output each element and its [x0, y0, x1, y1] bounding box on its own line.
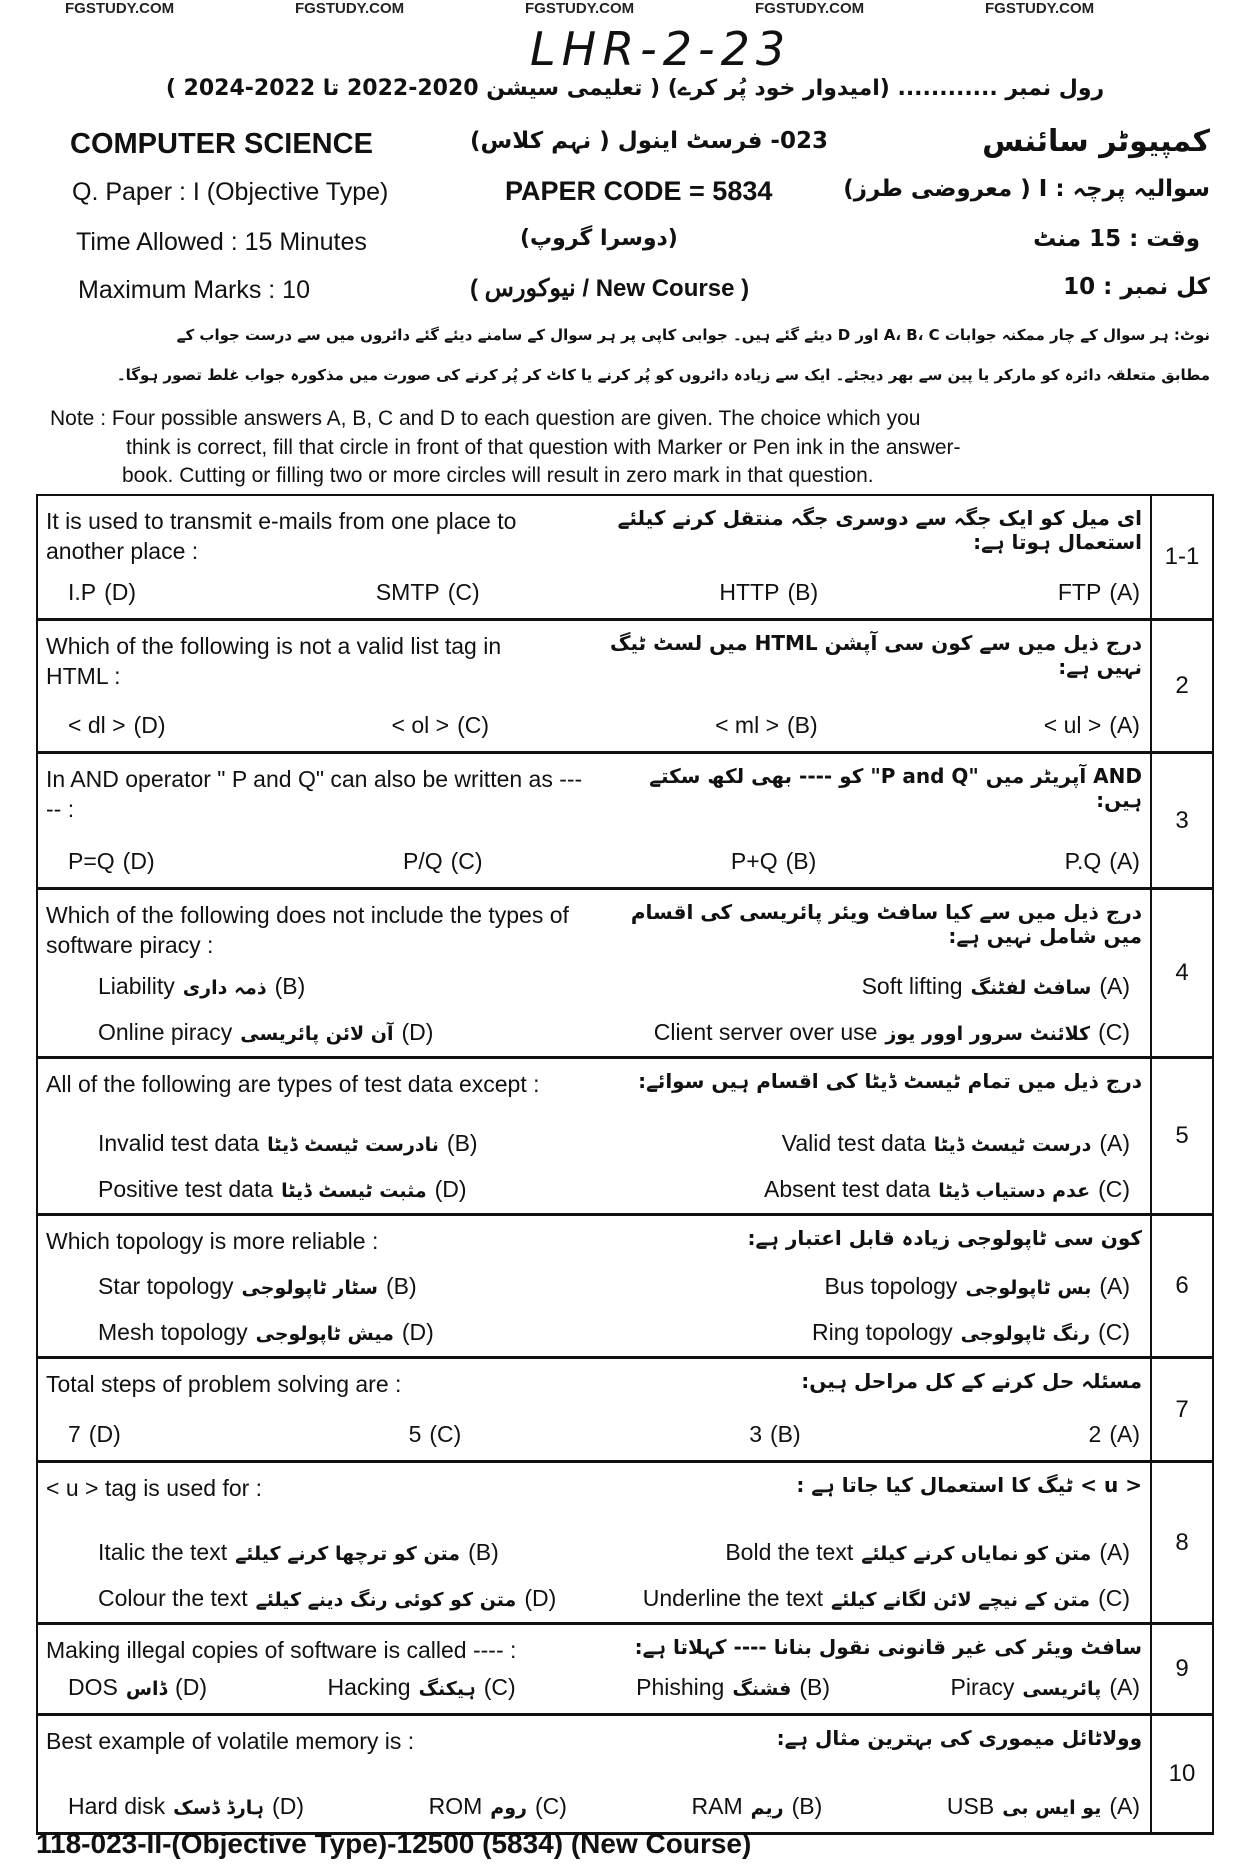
option-text: Client server over use: [653, 1019, 878, 1045]
option-text: Liability: [98, 973, 175, 999]
question-row: [38, 496, 1212, 621]
subject-center: 023- فرسٹ اینول ( نہم کلاس): [470, 128, 828, 154]
options-line: [98, 1130, 1130, 1157]
option-label: (D): [175, 1674, 207, 1700]
option-text-urdu: متن کو نمایاں کرنے کیلئے: [861, 1543, 1092, 1565]
option-b[interactable]: [749, 1421, 800, 1448]
option-label: (A): [1109, 579, 1140, 605]
option-label: (A): [1109, 712, 1140, 738]
option-text-urdu: مثبت ٹیسٹ ڈیٹا: [281, 1180, 427, 1202]
question-line: [46, 1226, 1142, 1256]
question-text-english: Total steps of problem solving are :: [46, 1371, 402, 1397]
option-text: P=Q: [68, 848, 115, 874]
option-d[interactable]: [98, 1585, 556, 1612]
option-label: (D): [401, 1019, 434, 1045]
course-label: ( نیوکورس / New Course ): [470, 275, 750, 302]
option-c[interactable]: [409, 1421, 462, 1448]
option-text: RAM: [691, 1793, 743, 1819]
question-content: [38, 1625, 1150, 1713]
watermark: FGSTUDY.COM: [755, 0, 865, 17]
option-label: (D): [104, 579, 137, 605]
option-d[interactable]: [98, 1176, 467, 1203]
option-b[interactable]: [719, 579, 818, 606]
option-text: Colour the text: [98, 1585, 248, 1611]
question-row: [38, 1463, 1212, 1625]
option-text-urdu: متن کو ترچھا کرنے کیلئے: [235, 1543, 461, 1565]
subject-english: COMPUTER SCIENCE: [70, 128, 373, 160]
option-text-urdu: ڈاس: [125, 1678, 168, 1700]
option-d[interactable]: [68, 1421, 121, 1448]
option-text: < ol >: [391, 712, 450, 738]
question-row: [38, 754, 1212, 890]
option-text-urdu: سٹار ٹاپولوجی: [241, 1277, 378, 1299]
option-label: (B): [799, 1674, 831, 1700]
option-text-urdu: آن لائن پائریسی: [240, 1023, 394, 1045]
option-text: DOS: [68, 1674, 118, 1700]
question-number: 4: [1150, 890, 1212, 1056]
question-number: 3: [1150, 754, 1212, 887]
option-label: (B): [446, 1130, 478, 1156]
option-label: (C): [483, 1674, 516, 1700]
question-number: 10: [1150, 1716, 1212, 1832]
option-text-urdu: سافٹ لفٹنگ: [970, 977, 1092, 999]
option-text: Valid test data: [781, 1130, 926, 1156]
question-line: [46, 1069, 1142, 1099]
watermark: FGSTUDY.COM: [295, 0, 405, 17]
question-line: [46, 764, 1142, 824]
question-row: [38, 1625, 1212, 1716]
option-label: (C): [1098, 1585, 1130, 1611]
options-line: [68, 1421, 1140, 1448]
option-text: SMTP: [375, 579, 440, 605]
option-label: (A): [1109, 1793, 1140, 1819]
option-a[interactable]: [862, 973, 1130, 1000]
option-text: Phishing: [636, 1674, 725, 1700]
option-d[interactable]: [68, 1674, 207, 1701]
options-line: [68, 579, 1140, 606]
option-label: (B): [769, 1421, 801, 1447]
question-row: [38, 1716, 1212, 1835]
option-label: (C): [1098, 1176, 1130, 1202]
option-text: Bus topology: [824, 1273, 958, 1299]
subject-urdu: کمپیوٹر سائنس: [982, 124, 1210, 159]
option-text: Italic the text: [98, 1539, 228, 1565]
option-c[interactable]: [327, 1674, 515, 1701]
option-label: (C): [534, 1793, 567, 1819]
question-text-urdu: سافٹ ویئر کی غیر قانونی نقول بنانا ---- کہلاتا ہے:: [634, 1635, 1142, 1659]
note-urdu-line-2: مطابق متعلقہ دائرہ کو مارکر یا پین سے بھر دیجئے۔ ایک سے زیادہ دائروں کو پُر کرنے یا کاٹ کر پُر کرنے کی صورت میں مذکورہ جواب غلط تصور ہوگا۔: [116, 366, 1210, 384]
watermark: FGSTUDY.COM: [525, 0, 635, 17]
question-number: 8: [1150, 1463, 1212, 1622]
option-text: P/Q: [402, 848, 443, 874]
option-d[interactable]: [68, 579, 136, 606]
time-allowed: Time Allowed : 15 Minutes: [76, 228, 367, 256]
option-text: 3: [749, 1421, 762, 1447]
option-text: Online piracy: [98, 1019, 233, 1045]
footer-code: 118-023-II-(Objective Type)-12500 (5834) (New Course): [36, 1828, 752, 1859]
option-text: Invalid test data: [98, 1130, 260, 1156]
note-english-line-3: book. Cutting or filling two or more circles will result in zero mark in that question.: [122, 464, 874, 487]
question-number: 1-1: [1150, 496, 1212, 618]
question-text-english: Which of the following is not a valid list tag in HTML :: [46, 633, 502, 689]
option-label: (D): [434, 1176, 467, 1202]
option-c[interactable]: [654, 1019, 1130, 1046]
question-text-english: Which of the following does not include the types of software piracy :: [46, 902, 569, 958]
option-label: (A): [1109, 848, 1140, 874]
option-text: FTP: [1057, 579, 1102, 605]
group-label: (دوسرا گروپ): [520, 226, 678, 251]
option-d[interactable]: [98, 1019, 433, 1046]
question-number: 7: [1150, 1359, 1212, 1460]
option-text-urdu: ہارڈ ڈسک: [173, 1797, 265, 1819]
questions-table: [36, 494, 1214, 1835]
option-text-urdu: میش ٹاپولوجی: [255, 1323, 394, 1345]
question-row: [38, 1059, 1212, 1216]
option-text-urdu: ریم: [750, 1797, 784, 1819]
question-number: 5: [1150, 1059, 1212, 1213]
question-text-urdu: درج ذیل میں سے کیا سافٹ ویئر پائریسی کی اقسام میں شامل نہیں ہے:: [630, 900, 1142, 948]
question-line: [46, 1726, 1142, 1756]
option-c[interactable]: [812, 1319, 1130, 1346]
option-text: ROM: [428, 1793, 483, 1819]
question-content: [38, 1216, 1150, 1356]
watermark: FGSTUDY.COM: [65, 0, 175, 17]
option-b[interactable]: [98, 1539, 499, 1566]
time-allowed-urdu: وقت : 15 منٹ: [1033, 226, 1200, 252]
option-a[interactable]: [951, 1674, 1141, 1701]
option-a[interactable]: [1044, 712, 1140, 739]
option-b[interactable]: [98, 973, 305, 1000]
option-label: (A): [1109, 1421, 1140, 1447]
note-urdu-line-1: نوٹ: ہر سوال کے چار ممکنہ جوابات A، B، C اور D دیئے گئے ہیں۔ جوابی کاپی پر ہر سوال کے سامنے دیئے گئے دائروں میں سے درست جواب کے: [176, 326, 1210, 344]
options-line: [68, 1674, 1140, 1701]
option-label: (B): [468, 1539, 499, 1565]
option-label: (B): [785, 848, 817, 874]
options-line: [68, 712, 1140, 739]
question-content: [38, 890, 1150, 1056]
question-text-urdu: درج ذیل میں تمام ٹیسٹ ڈیٹا کی اقسام ہیں سوائے:: [638, 1069, 1142, 1093]
option-a[interactable]: [782, 1130, 1130, 1157]
option-label: (D): [272, 1793, 304, 1819]
question-content: [38, 1059, 1150, 1213]
option-text: Positive test data: [98, 1176, 274, 1202]
question-line: [46, 631, 1142, 691]
option-label: (C): [429, 1421, 462, 1447]
option-text: Soft lifting: [861, 973, 963, 999]
options-line: [98, 1273, 1130, 1300]
options-line: [68, 848, 1140, 875]
options-line: [98, 1585, 1130, 1612]
option-text-urdu: ذمہ داری: [182, 977, 267, 999]
option-text: Hacking: [327, 1674, 411, 1700]
question-number: 9: [1150, 1625, 1212, 1713]
option-label: (D): [122, 848, 155, 874]
option-text: Absent test data: [764, 1176, 931, 1202]
option-label: (B): [787, 579, 819, 605]
question-content: [38, 754, 1150, 887]
option-label: (D): [88, 1421, 121, 1447]
option-text-urdu: بس ٹاپولوجی: [965, 1277, 1092, 1299]
option-text-urdu: عدم دستیاب ڈیٹا: [938, 1180, 1091, 1202]
question-row: [38, 1359, 1212, 1463]
question-content: [38, 1463, 1150, 1622]
maximum-marks-urdu: کل نمبر : 10: [1063, 274, 1210, 300]
question-row: [38, 621, 1212, 754]
question-text-english: Which topology is more reliable :: [46, 1228, 379, 1254]
option-label: (C): [447, 579, 480, 605]
option-text: 5: [408, 1421, 422, 1447]
handwritten-code: LHR-2-23: [530, 22, 792, 76]
question-text-urdu: وولاٹائل میموری کی بہترین مثال ہے:: [776, 1726, 1142, 1750]
option-label: (A): [1099, 1539, 1130, 1565]
paper-code: PAPER CODE = 5834: [505, 176, 773, 206]
question-row: [38, 890, 1212, 1059]
question-content: [38, 621, 1150, 751]
options-line: [98, 973, 1130, 1000]
option-label: (B): [787, 712, 818, 738]
question-content: [38, 496, 1150, 618]
option-b[interactable]: [692, 1793, 823, 1820]
option-label: (D): [524, 1585, 557, 1611]
option-label: (D): [133, 712, 166, 738]
roll-number-session-line: رول نمبر ............ (امیدوار خود پُر کرے) ( تعلیمی سیشن 2020-2022 تا 2022-2024 ): [165, 76, 1105, 101]
option-b[interactable]: [715, 712, 818, 739]
option-text: 2: [1088, 1421, 1102, 1447]
option-c[interactable]: [764, 1176, 1130, 1203]
option-label: (C): [1098, 1019, 1130, 1045]
option-text: 7: [68, 1421, 81, 1447]
option-text: Star topology: [98, 1273, 234, 1299]
option-label: (A): [1099, 973, 1130, 999]
note-english-line-2: think is correct, fill that circle in front of that question with Marker or Pen ink in the answer-: [126, 436, 961, 459]
question-content: [38, 1359, 1150, 1460]
option-b[interactable]: [98, 1273, 417, 1300]
question-text-english: It is used to transmit e-mails from one place to another place :: [46, 508, 517, 564]
option-label: (D): [401, 1319, 434, 1345]
option-a[interactable]: [947, 1793, 1140, 1820]
option-text-urdu: رنگ ٹاپولوجی: [960, 1323, 1091, 1345]
option-text: < ml >: [715, 712, 780, 738]
option-text: < ul >: [1043, 712, 1102, 738]
option-text-urdu: متن کو کوئی رنگ دینے کیلئے: [255, 1589, 517, 1611]
option-text: P+Q: [730, 848, 778, 874]
option-label: (A): [1109, 1674, 1140, 1700]
option-c[interactable]: [403, 848, 483, 875]
option-label: (C): [450, 848, 483, 874]
options-line: [98, 1319, 1130, 1346]
question-text-urdu: مسئلہ حل کرنے کے کل مراحل ہیں:: [801, 1369, 1142, 1393]
paper-type: Q. Paper : I (Objective Type): [72, 178, 389, 206]
option-d[interactable]: [98, 1319, 434, 1346]
option-text-urdu: فشنگ: [732, 1678, 792, 1700]
option-text: I.P: [68, 579, 97, 605]
options-line: [98, 1539, 1130, 1566]
options-line: [98, 1176, 1130, 1203]
option-text-urdu: کلائنٹ سرور اوور یوز: [885, 1023, 1091, 1045]
question-text-english: < u > tag is used for :: [46, 1475, 263, 1501]
question-text-urdu: ای میل کو ایک جگہ سے دوسری جگہ منتقل کرنے کیلئے استعمال ہوتا ہے:: [617, 506, 1142, 554]
option-label: (C): [1098, 1319, 1130, 1345]
options-line: [68, 1793, 1140, 1820]
option-a[interactable]: [725, 1539, 1130, 1566]
option-c[interactable]: [392, 712, 489, 739]
watermark: FGSTUDY.COM: [985, 0, 1095, 17]
question-text-english: Best example of volatile memory is :: [46, 1728, 415, 1754]
question-text-urdu: کون سی ٹاپولوجی زیادہ قابل اعتبار ہے:: [747, 1226, 1142, 1250]
option-text: Mesh topology: [98, 1319, 248, 1345]
option-b[interactable]: [636, 1674, 830, 1701]
option-text-urdu: پائریسی: [1022, 1678, 1102, 1700]
option-text-urdu: متن کے نیچے لائن لگانے کیلئے: [831, 1589, 1091, 1611]
option-a[interactable]: [1065, 848, 1140, 875]
option-a[interactable]: [824, 1273, 1130, 1300]
option-text: Piracy: [950, 1674, 1015, 1700]
question-line: [46, 506, 1142, 566]
question-text-urdu: درج ذیل میں سے کون سی آپشن HTML میں لسٹ ٹیگ نہیں ہے:: [609, 631, 1142, 679]
option-text: Bold the text: [725, 1539, 854, 1565]
note-english-line-1: Note : Four possible answers A, B, C and D to each question are given. The choice which you: [50, 407, 921, 430]
question-text-english: All of the following are types of test data except :: [46, 1071, 540, 1097]
option-text: Hard disk: [68, 1793, 166, 1819]
option-a[interactable]: [1089, 1421, 1140, 1448]
option-text-urdu: نادرست ٹیسٹ ڈیٹا: [267, 1134, 439, 1156]
options-line: [98, 1019, 1130, 1046]
option-b[interactable]: [98, 1130, 478, 1157]
question-text-english: In AND operator " P and Q" can also be written as ----- :: [46, 766, 583, 822]
option-text: USB: [946, 1793, 995, 1819]
option-d[interactable]: [68, 712, 165, 739]
question-line: [46, 1635, 1142, 1665]
option-label: (A): [1099, 1130, 1130, 1156]
option-label: (B): [274, 973, 306, 999]
option-text-urdu: یو ایس بی: [1002, 1797, 1102, 1819]
question-number: 6: [1150, 1216, 1212, 1356]
option-text: P.Q: [1064, 848, 1102, 874]
question-line: [46, 1369, 1142, 1399]
question-number: 2: [1150, 621, 1212, 751]
option-label: (B): [791, 1793, 823, 1819]
maximum-marks: Maximum Marks : 10: [78, 276, 310, 304]
option-label: (B): [385, 1273, 417, 1299]
question-row: [38, 1216, 1212, 1359]
option-label: (C): [457, 712, 490, 738]
question-text-english: Making illegal copies of software is called ---- :: [46, 1637, 517, 1663]
option-d[interactable]: [68, 848, 155, 875]
paper-type-urdu: سوالیہ پرچہ : I ( معروضی طرز): [843, 176, 1210, 202]
option-b[interactable]: [731, 848, 816, 875]
option-text: Underline the text: [642, 1585, 824, 1611]
option-text-urdu: درست ٹیسٹ ڈیٹا: [933, 1134, 1092, 1156]
question-line: [46, 900, 1142, 960]
option-d[interactable]: [68, 1793, 304, 1820]
question-text-urdu: < u > ٹیگ کا استعمال کیا جاتا ہے :: [796, 1473, 1142, 1497]
option-c[interactable]: [643, 1585, 1130, 1612]
option-text-urdu: ہیکنگ: [418, 1678, 476, 1700]
option-c[interactable]: [376, 579, 480, 606]
question-line: [46, 1473, 1142, 1503]
option-label: (A): [1099, 1273, 1130, 1299]
question-text-urdu: AND آپریٹر میں "P and Q" کو ---- بھی لکھ سکتے ہیں:: [649, 764, 1142, 812]
question-content: [38, 1716, 1150, 1832]
option-text: Ring topology: [811, 1319, 953, 1345]
option-a[interactable]: [1058, 579, 1140, 606]
option-text: < dl >: [68, 712, 126, 738]
option-c[interactable]: [429, 1793, 567, 1820]
option-text-urdu: روم: [490, 1797, 527, 1819]
option-text: HTTP: [719, 579, 780, 605]
